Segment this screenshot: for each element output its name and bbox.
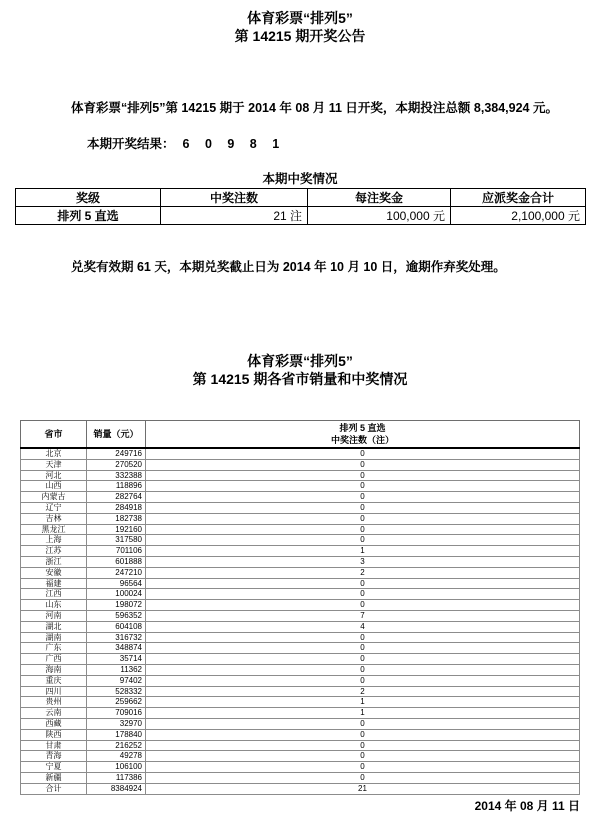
sales-cell: 332388 (87, 470, 146, 481)
sales-cell: 348874 (87, 643, 146, 654)
sales-cell: 117386 (87, 772, 146, 783)
sales-cell: 11362 (87, 664, 146, 675)
table-row (21, 697, 580, 708)
wins-cell: 7 (146, 610, 580, 621)
wins-cell: 0 (146, 654, 580, 665)
draw-result-label: 本期开奖结果： (87, 137, 175, 151)
province-cell: 黑龙江 (21, 524, 87, 535)
sales-cell: 182738 (87, 513, 146, 524)
section2-title-line-2: 第 14215 期各省市销量和中奖情况 (192, 371, 408, 387)
wins-cell: 0 (146, 643, 580, 654)
section2-title-line-1: 体育彩票“排列5” (247, 353, 353, 369)
table-row (21, 502, 580, 513)
table-row (21, 643, 580, 654)
table-row (21, 772, 580, 783)
wins-cell: 0 (146, 459, 580, 470)
wins-cell: 0 (146, 664, 580, 675)
prize-per-bet-cell: 100,000 元 (308, 207, 451, 225)
wins-cell: 0 (146, 762, 580, 773)
wins-cell: 0 (146, 600, 580, 611)
table-row (21, 783, 580, 794)
wins-cell: 0 (146, 481, 580, 492)
province-cell: 青海 (21, 751, 87, 762)
sales-cell: 596352 (87, 610, 146, 621)
table-row (21, 621, 580, 632)
prize-total-cell: 2,100,000 元 (451, 207, 586, 225)
province-cell: 西藏 (21, 718, 87, 729)
table-row (21, 567, 580, 578)
prize-table (15, 188, 586, 225)
table-row (21, 686, 580, 697)
province-cell: 辽宁 (21, 502, 87, 513)
wins-cell: 2 (146, 686, 580, 697)
table-row (21, 718, 580, 729)
table-row (21, 470, 580, 481)
redeem-notice: 兑奖有效期 61 天，本期兑奖截止日为 2014 年 10 月 10 日，逾期作弃奖处理。 (71, 260, 506, 274)
direct-wins-header-line-1: 排列 5 直选 (339, 423, 386, 433)
page-title-line-1: 体育彩票“排列5” (247, 10, 353, 26)
footer-date: 2014 年 08 月 11 日 (474, 799, 580, 813)
province-cell: 河北 (21, 470, 87, 481)
table-row (21, 675, 580, 686)
wins-cell: 0 (146, 675, 580, 686)
sales-cell: 35714 (87, 654, 146, 665)
wins-cell: 3 (146, 556, 580, 567)
province-cell: 广西 (21, 654, 87, 665)
province-table-header-row (21, 421, 580, 449)
table-row (21, 546, 580, 557)
prize-count-cell: 21 注 (161, 207, 308, 225)
province-cell: 合计 (21, 783, 87, 794)
province-cell: 安徽 (21, 567, 87, 578)
wins-cell: 0 (146, 448, 580, 459)
draw-result-line (87, 134, 285, 152)
section2-title (0, 352, 600, 388)
wins-cell: 1 (146, 708, 580, 719)
province-header: 省市 (21, 421, 87, 449)
wins-cell: 0 (146, 632, 580, 643)
sales-cell: 216252 (87, 740, 146, 751)
intro-paragraph: 体育彩票“排列5”第 14215 期于 2014 年 08 月 11 日开奖，本期投注总额 8,384,924 元。 (71, 101, 558, 115)
table-row (21, 708, 580, 719)
province-cell: 江西 (21, 589, 87, 600)
sales-cell: 100024 (87, 589, 146, 600)
table-row (21, 632, 580, 643)
sales-cell: 198072 (87, 600, 146, 611)
table-row (21, 740, 580, 751)
sales-cell: 604108 (87, 621, 146, 632)
province-cell: 海南 (21, 664, 87, 675)
province-cell: 福建 (21, 578, 87, 589)
prize-table-title: 本期中奖情况 (262, 172, 338, 186)
province-cell: 新疆 (21, 772, 87, 783)
prize-header-total: 应派奖金合计 (451, 189, 586, 207)
wins-cell: 0 (146, 751, 580, 762)
sales-cell: 118896 (87, 481, 146, 492)
prize-level-cell: 排列 5 直选 (16, 207, 161, 225)
province-cell: 江苏 (21, 546, 87, 557)
sales-cell: 97402 (87, 675, 146, 686)
wins-cell: 0 (146, 589, 580, 600)
page-title-line-2: 第 14215 期开奖公告 (234, 28, 366, 44)
province-cell: 云南 (21, 708, 87, 719)
sales-cell: 316732 (87, 632, 146, 643)
wins-cell: 1 (146, 697, 580, 708)
table-row (21, 535, 580, 546)
wins-cell: 0 (146, 492, 580, 503)
wins-cell: 0 (146, 513, 580, 524)
sales-header: 销量（元） (87, 421, 146, 449)
province-cell: 贵州 (21, 697, 87, 708)
province-cell: 陕西 (21, 729, 87, 740)
sales-cell: 282764 (87, 492, 146, 503)
sales-cell: 709016 (87, 708, 146, 719)
table-row (21, 578, 580, 589)
wins-cell: 1 (146, 546, 580, 557)
province-cell: 宁夏 (21, 762, 87, 773)
province-cell: 吉林 (21, 513, 87, 524)
prize-header-count: 中奖注数 (161, 189, 308, 207)
province-cell: 山西 (21, 481, 87, 492)
prize-table-row (16, 207, 586, 225)
wins-cell: 21 (146, 783, 580, 794)
table-row (21, 513, 580, 524)
province-cell: 山东 (21, 600, 87, 611)
province-cell: 甘肃 (21, 740, 87, 751)
province-cell: 湖北 (21, 621, 87, 632)
sales-cell: 259662 (87, 697, 146, 708)
sales-cell: 247210 (87, 567, 146, 578)
table-row (21, 762, 580, 773)
table-row (21, 729, 580, 740)
table-row (21, 600, 580, 611)
table-row (21, 664, 580, 675)
sales-cell: 192160 (87, 524, 146, 535)
province-cell: 浙江 (21, 556, 87, 567)
sales-cell: 317580 (87, 535, 146, 546)
sales-cell: 32970 (87, 718, 146, 729)
wins-cell: 0 (146, 470, 580, 481)
sales-cell: 49278 (87, 751, 146, 762)
sales-cell: 249716 (87, 448, 146, 459)
table-row (21, 524, 580, 535)
wins-cell: 0 (146, 772, 580, 783)
direct-wins-header-line-2: 中奖注数（注） (330, 435, 394, 445)
sales-cell: 601888 (87, 556, 146, 567)
sales-cell: 106100 (87, 762, 146, 773)
sales-cell: 270520 (87, 459, 146, 470)
wins-cell: 0 (146, 578, 580, 589)
sales-cell: 8384924 (87, 783, 146, 794)
prize-header-per-bet: 每注奖金 (308, 189, 451, 207)
province-cell: 上海 (21, 535, 87, 546)
table-row (21, 556, 580, 567)
wins-cell: 0 (146, 535, 580, 546)
table-row (21, 589, 580, 600)
sales-cell: 284918 (87, 502, 146, 513)
wins-cell: 0 (146, 718, 580, 729)
wins-cell: 0 (146, 524, 580, 535)
table-row (21, 481, 580, 492)
wins-cell: 4 (146, 621, 580, 632)
province-table-body (21, 448, 580, 794)
province-cell: 天津 (21, 459, 87, 470)
sales-cell: 96564 (87, 578, 146, 589)
province-cell: 北京 (21, 448, 87, 459)
wins-cell: 0 (146, 729, 580, 740)
province-cell: 四川 (21, 686, 87, 697)
prize-header-level: 奖级 (16, 189, 161, 207)
sales-cell: 701106 (87, 546, 146, 557)
province-cell: 内蒙古 (21, 492, 87, 503)
page-title (0, 9, 600, 45)
province-cell: 重庆 (21, 675, 87, 686)
table-row (21, 448, 580, 459)
table-row (21, 610, 580, 621)
wins-cell: 2 (146, 567, 580, 578)
sales-cell: 178840 (87, 729, 146, 740)
province-table (20, 420, 580, 795)
province-cell: 湖南 (21, 632, 87, 643)
wins-cell: 0 (146, 502, 580, 513)
province-cell: 广东 (21, 643, 87, 654)
table-row (21, 459, 580, 470)
direct-wins-header (146, 421, 580, 449)
table-row (21, 751, 580, 762)
table-row (21, 492, 580, 503)
province-cell: 河南 (21, 610, 87, 621)
table-row (21, 654, 580, 665)
wins-cell: 0 (146, 740, 580, 751)
draw-result-digits: 6 0 9 8 1 (182, 137, 286, 151)
sales-cell: 528332 (87, 686, 146, 697)
prize-table-header-row (16, 189, 586, 207)
